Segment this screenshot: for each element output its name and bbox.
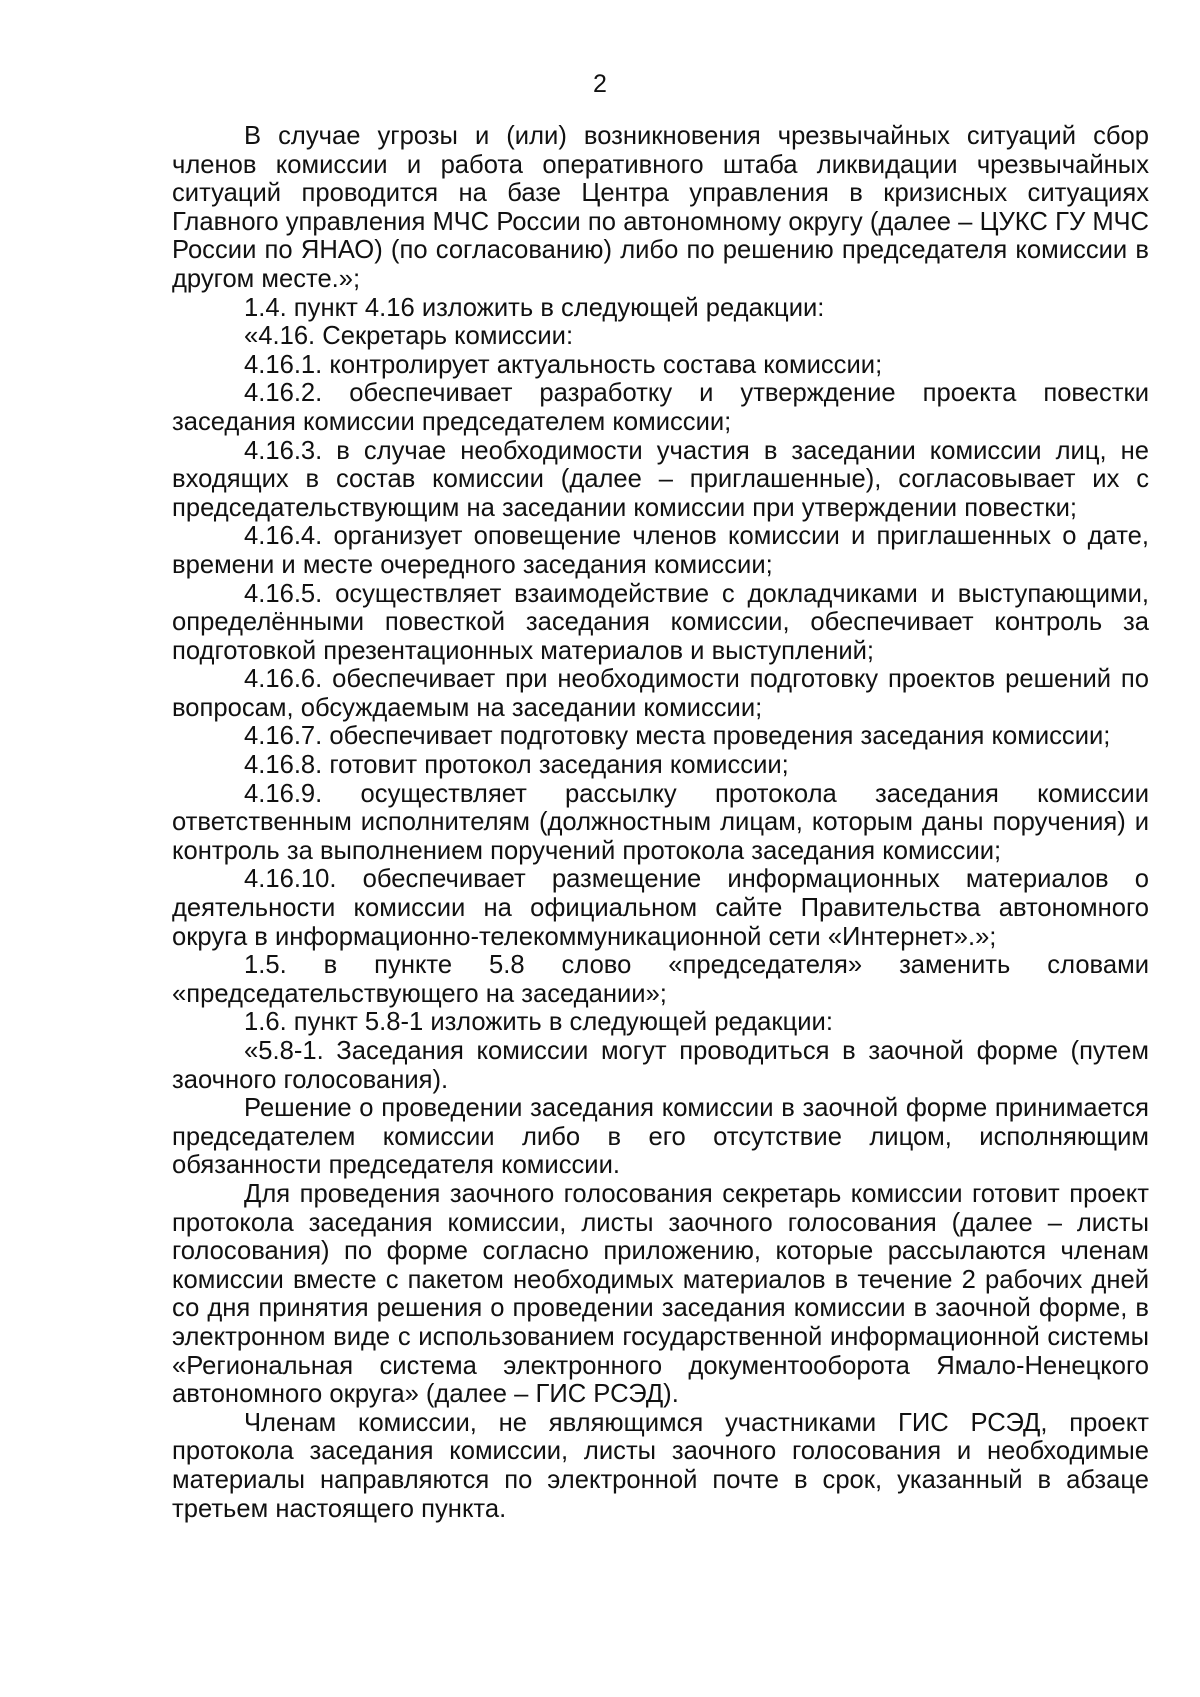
paragraph-4-16-4: 4.16.4. организует оповещение членов комиссии и приглашенных о дате, времени и месте очередного заседания комиссии;: [172, 522, 1149, 579]
paragraph-4-16-7: 4.16.7. обеспечивает подготовку места проведения заседания комиссии;: [244, 722, 1111, 751]
paragraph-4-16-3: 4.16.3. в случае необходимости участия в заседании комиссии лиц, не входящих в состав комиссии (далее – приглашенные), согласовывает их с председательствующим на заседании комиссии при утверждении повестки;: [172, 436, 1149, 522]
paragraph-item-1-6: 1.6. пункт 5.8-1 изложить в следующей редакции:: [244, 1008, 833, 1037]
paragraph-item-1-5: 1.5. в пункте 5.8 слово «председателя» заменить словами «председательствующего на заседании»;: [172, 951, 1149, 1008]
paragraph-4-16-10: 4.16.10. обеспечивает размещение информационных материалов о деятельности комиссии на официальном сайте Правительства автономного округа в информационно-телекоммуникационной сети «Интернет».»;: [172, 865, 1149, 951]
paragraph-4-16-5: 4.16.5. осуществляет взаимодействие с докладчиками и выступающими, определёнными повесткой заседания комиссии, обеспечивает контроль за подготовкой презентационных материалов и выступлений;: [172, 579, 1149, 665]
paragraph-4-16-1: 4.16.1. контролирует актуальность состава комиссии;: [244, 350, 883, 379]
paragraph-4-16-6: 4.16.6. обеспечивает при необходимости подготовку проектов решений по вопросам, обсуждаемым на заседании комиссии;: [172, 665, 1149, 722]
paragraph-4-16-9: 4.16.9. осуществляет рассылку протокола заседания комиссии ответственным исполнителям (должностным лицам, которым даны поручения) и контроль за выполнением поручений протокола заседания комиссии;: [172, 779, 1149, 865]
paragraph-5-8-1: «5.8-1. Заседания комиссии могут проводиться в заочной форме (путем заочного голосования).: [172, 1037, 1149, 1094]
paragraph-4-16-2: 4.16.2. обеспечивает разработку и утверждение проекта повестки заседания комиссии председателем комиссии;: [172, 379, 1149, 436]
paragraph-voting-procedure: Для проведения заочного голосования секретарь комиссии готовит проект протокола заседания комиссии, листы заочного голосования (далее – листы голосования) по форме согласно приложению, которые рассылаются членам комиссии вместе с пакетом необходимых материалов в течение 2 рабочих дней со дня принятия решения о проведении заседания комиссии в заочной форме, в электронном виде с использованием государственной информационной системы «Региональная система электронного документооборота Ямало-Ненецкого автономного округа» (далее – ГИС РСЭД).: [172, 1179, 1149, 1409]
paragraph-4-16-8: 4.16.8. готовит протокол заседания комиссии;: [244, 751, 789, 780]
page-number: 2: [593, 70, 607, 98]
paragraph-emergency-location: В случае угрозы и (или) возникновения чрезвычайных ситуаций сбор членов комиссии и работа оперативного штаба ликвидации чрезвычайных ситуаций проводится на базе Центра управления в кризисных ситуациях Главного управления МЧС России по автономному округу (далее – ЦУКС ГУ МЧС России по ЯНАО) (по согласованию) либо по решению председателя комиссии в другом месте.»;: [172, 122, 1149, 293]
document-body: [172, 122, 1149, 1523]
paragraph-4-16-heading: «4.16. Секретарь комиссии:: [244, 322, 574, 351]
paragraph-decision: Решение о проведении заседания комиссии в заочной форме принимается председателем комиссии либо в его отсутствие лицом, исполняющим обязанности председателя комиссии.: [172, 1094, 1149, 1180]
paragraph-item-1-4: 1.4. пункт 4.16 изложить в следующей редакции:: [244, 293, 825, 322]
paragraph-non-participants: Членам комиссии, не являющимся участниками ГИС РСЭД, проект протокола заседания комиссии, листы заочного голосования и необходимые материалы направляются по электронной почте в срок, указанный в абзаце третьем настоящего пункта.: [172, 1408, 1149, 1523]
